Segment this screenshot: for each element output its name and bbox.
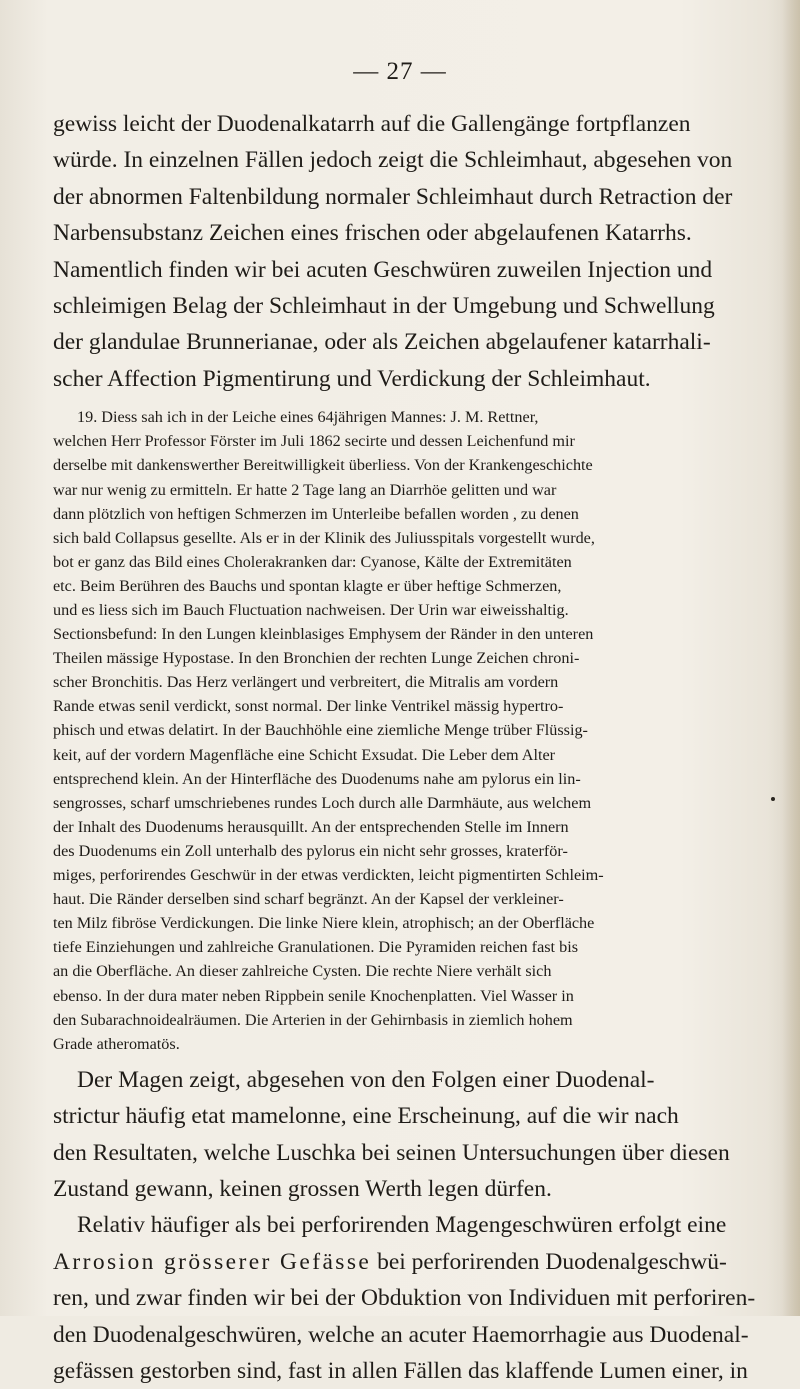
case-line: haut. Die Ränder derselben sind scharf begränzt. An der Kapsel der verkleiner- (53, 890, 564, 909)
text-line: Der Magen zeigt, abgesehen von den Folgen einer Duodenal- (77, 1066, 655, 1093)
case-line: welchen Herr Professor Förster im Juli 1862 secirte und dessen Leichenfund mir (53, 432, 575, 451)
case-line: Theilen mässige Hypostase. In den Bronchien der rechten Lunge Zeichen chroni- (53, 649, 580, 668)
case-line: ebenso. In der dura mater neben Rippbein senile Knochenplatten. Viel Wasser in (53, 986, 574, 1005)
text-line: Zustand gewann, keinen grossen Werth legen dürfen. (53, 1176, 552, 1202)
text-line: Relativ häufiger als bei perforirenden Magengeschwüren erfolgt eine (77, 1212, 727, 1239)
case-line: sengrosses, scharf umschriebenes rundes Loch durch alle Darmhäute, aus welchem (53, 793, 592, 812)
case-line: den Subarachnoidealräumen. Die Arterien in der Gehirnbasis in ziemlich hohem (53, 1010, 573, 1029)
text-line: Namentlich finden wir bei acuten Geschwüren zuweilen Injection und (53, 256, 713, 283)
case-line: der Inhalt des Duodenums herausquillt. An der entsprechenden Stelle im Innern (53, 817, 569, 836)
margin-mark (771, 797, 775, 801)
case-line: war nur wenig zu ermitteln. Er hatte 2 Tage lang an Diarrhöe gelitten und war (53, 480, 557, 499)
text-line: der glandulae Brunnerianae, oder als Zeichen abgelaufener katarrhali- (53, 329, 711, 356)
case-line: tiefe Einziehungen und zahlreiche Granulationen. Die Pyramiden reichen fast bis (53, 938, 578, 957)
text-line: Narbensubstanz Zeichen eines frischen oder abgelaufenen Katarrhs. (53, 220, 692, 247)
case-line: ten Milz fibröse Verdickungen. Die linke Niere klein, atrophisch; an der Oberfläche (53, 914, 595, 933)
paragraph-arrosion (53, 1207, 758, 1389)
case-line: 19. Diess sah ich in der Leiche eines 64jährigen Mannes: J. M. Rettner, (77, 408, 539, 427)
case-line: scher Bronchitis. Das Herz verlängert und verbreitert, die Mitralis am vordern (53, 673, 559, 692)
text-line: den Resultaten, welche Luschka bei seinen Untersuchungen über diesen (53, 1139, 730, 1166)
case-line: etc. Beim Berühren des Bauchs und spontan klagte er über heftige Schmerzen, (53, 576, 562, 595)
case-line: Sectionsbefund: In den Lungen kleinblasiges Emphysem der Ränder in den unteren (53, 625, 594, 644)
text-line: der abnormen Faltenbildung normaler Schleimhaut durch Retraction der (53, 183, 733, 210)
text-line: ren, und zwar finden wir bei der Obduktion von Individuen mit perforiren- (53, 1285, 756, 1312)
text-line: gewiss leicht der Duodenalkatarrh auf die Gallengänge fortpflanzen (53, 111, 691, 137)
body-text (53, 106, 758, 1389)
page-edge-shadow (782, 0, 800, 1316)
case-line: dann plötzlich von heftigen Schmerzen im Unterleibe befallen worden , zu denen (53, 504, 579, 523)
case-line: phisch und etwas delatirt. In der Bauchhöhle eine ziemliche Menge trüber Flüssig- (53, 721, 588, 740)
case-report-19 (53, 405, 758, 1056)
text-fragment: bei perforirenden Duodenalgeschwü- (371, 1248, 727, 1275)
case-line: derselbe mit dankenswerther Bereitwilligkeit überliess. Von der Krankengeschichte (53, 456, 593, 475)
emphasized-term: Arrosion grösserer Gefässe (53, 1248, 372, 1275)
case-line: sich bald Collapsus gesellte. Als er in der Klinik des Juliusspitals vorgestellt wurde, (53, 528, 595, 547)
text-line: den Duodenalgeschwüren, welche an acuter Haemorrhagie aus Duodenal- (53, 1321, 749, 1348)
page-number: — 27 — (353, 58, 447, 85)
case-line: Grade atheromatös. (53, 1034, 180, 1053)
text-line: schleimigen Belag der Schleimhaut in der Umgebung und Schwellung (53, 293, 715, 320)
text-line: strictur häufig etat mamelonne, eine Erscheinung, auf die wir nach (53, 1103, 679, 1130)
case-line: miges, perforirendes Geschwür in der etwas verdickten, leicht pigmentirten Schleim- (53, 866, 604, 885)
case-line: an die Oberfläche. An dieser zahlreiche Cysten. Die rechte Niere verhält sich (53, 962, 552, 981)
case-line: keit, auf der vordern Magenfläche eine Schicht Exsudat. Die Leber dem Alter (53, 745, 556, 764)
paragraph-intro (53, 106, 758, 397)
case-line: und es liess sich im Bauch Fluctuation nachweisen. Der Urin war eiweisshaltig. (53, 601, 569, 619)
text-line (53, 1244, 758, 1280)
text-line: scher Affection Pigmentirung und Verdickung der Schleimhaut. (53, 365, 651, 392)
text-line: gefässen gestorben sind, fast in allen Fällen das klaffende Lumen einer, in (53, 1358, 748, 1385)
case-line: bot er ganz das Bild eines Cholerakranken dar: Cyanose, Kälte der Extremitäten (53, 552, 572, 571)
paragraph-magen (53, 1062, 758, 1208)
case-line: des Duodenums ein Zoll unterhalb des pylorus ein nicht sehr grosses, kraterför- (53, 841, 568, 860)
case-line: Rande etwas senil verdickt, sonst normal. Der linke Ventrikel mässig hypertro- (53, 697, 564, 716)
case-line: entsprechend klein. An der Hinterfläche des Duodenums nahe am pylorus ein lin- (53, 769, 581, 788)
text-line: würde. In einzelnen Fällen jedoch zeigt die Schleimhaut, abgesehen von (53, 147, 733, 174)
